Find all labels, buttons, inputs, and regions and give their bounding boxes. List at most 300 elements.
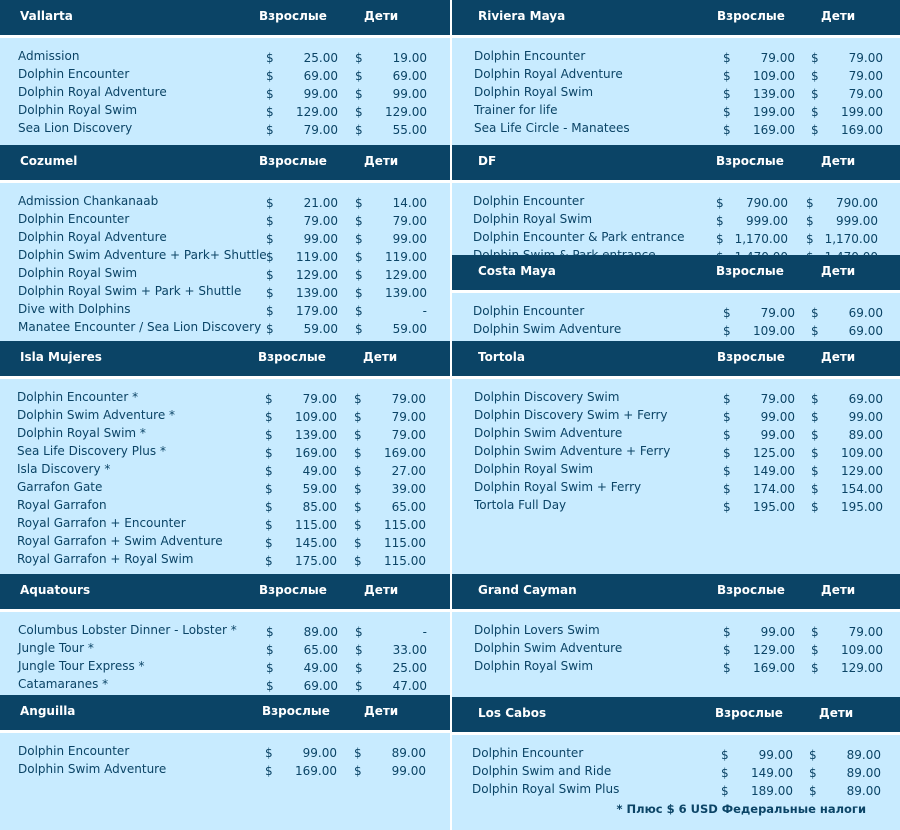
section-los-cabos bbox=[452, 697, 900, 798]
price-row bbox=[452, 320, 900, 338]
tour-name: Isla Discovery * bbox=[17, 462, 111, 476]
tour-name: Dolphin Discovery Swim + Ferry bbox=[474, 408, 668, 422]
section-header bbox=[452, 697, 900, 735]
currency-symbol: $ bbox=[265, 482, 273, 496]
currency-symbol: $ bbox=[355, 322, 363, 336]
price-amount: 129.00 bbox=[753, 643, 795, 657]
price-row bbox=[452, 621, 900, 639]
tour-name: Dolphin Swim and Ride bbox=[472, 764, 612, 778]
price-row bbox=[452, 388, 900, 406]
section-title: Cozumel bbox=[20, 154, 78, 168]
price-row bbox=[0, 101, 450, 119]
price-amount: 189.00 bbox=[751, 784, 793, 798]
price-row bbox=[452, 119, 900, 137]
currency-symbol: $ bbox=[355, 286, 363, 300]
price-amount: 109.00 bbox=[841, 446, 883, 460]
price-rows bbox=[452, 293, 900, 338]
price-amount: 129.00 bbox=[841, 661, 883, 675]
price-amount: 25.00 bbox=[392, 661, 427, 675]
price-amount: 129.00 bbox=[296, 268, 338, 282]
price-row bbox=[0, 210, 450, 228]
price-amount: 129.00 bbox=[296, 105, 338, 119]
price-amount: 49.00 bbox=[303, 661, 338, 675]
price-row bbox=[452, 657, 900, 675]
currency-symbol: $ bbox=[806, 196, 814, 210]
section-costa-maya bbox=[452, 255, 900, 338]
price-amount: 27.00 bbox=[391, 464, 426, 478]
price-amount: 99.00 bbox=[758, 748, 793, 762]
price-row bbox=[452, 496, 900, 514]
price-row bbox=[0, 406, 450, 424]
currency-symbol: $ bbox=[265, 446, 273, 460]
currency-symbol: $ bbox=[266, 196, 274, 210]
currency-symbol: $ bbox=[354, 764, 362, 778]
currency-symbol: $ bbox=[355, 643, 363, 657]
price-amount: 39.00 bbox=[391, 482, 426, 496]
tour-name: Manatee Encounter / Sea Lion Discovery bbox=[18, 320, 262, 334]
price-amount: 115.00 bbox=[384, 554, 426, 568]
currency-symbol: $ bbox=[723, 306, 731, 320]
price-amount: 89.00 bbox=[846, 766, 881, 780]
currency-symbol: $ bbox=[723, 392, 731, 406]
currency-symbol: $ bbox=[265, 428, 273, 442]
section-header bbox=[0, 574, 450, 612]
tour-name: Dolphin Encounter bbox=[18, 67, 130, 81]
currency-symbol: $ bbox=[354, 392, 362, 406]
price-row bbox=[452, 762, 900, 780]
tour-name: Trainer for life bbox=[474, 103, 558, 117]
price-row bbox=[0, 514, 450, 532]
adult-column-header: Взрослые bbox=[715, 706, 783, 720]
currency-symbol: $ bbox=[265, 536, 273, 550]
tax-footnote: * Плюс $ 6 USD Федеральные налоги bbox=[616, 802, 866, 816]
currency-symbol: $ bbox=[723, 661, 731, 675]
price-amount: 79.00 bbox=[391, 410, 426, 424]
section-header bbox=[452, 255, 900, 293]
currency-symbol: $ bbox=[811, 306, 819, 320]
price-row bbox=[452, 83, 900, 101]
price-amount: 59.00 bbox=[392, 322, 427, 336]
section-riviera-maya bbox=[452, 0, 900, 137]
price-amount: 79.00 bbox=[760, 306, 795, 320]
price-amount: 195.00 bbox=[753, 500, 795, 514]
currency-symbol: $ bbox=[811, 324, 819, 338]
currency-symbol: $ bbox=[354, 446, 362, 460]
currency-symbol: $ bbox=[266, 286, 274, 300]
price-rows bbox=[452, 612, 900, 675]
price-row bbox=[0, 264, 450, 282]
section-title: Riviera Maya bbox=[478, 9, 566, 23]
price-row bbox=[452, 460, 900, 478]
currency-symbol: $ bbox=[355, 51, 363, 65]
currency-symbol: $ bbox=[716, 232, 724, 246]
price-amount: 79.00 bbox=[303, 214, 338, 228]
price-amount: 79.00 bbox=[392, 214, 427, 228]
adult-column-header: Взрослые bbox=[716, 264, 784, 278]
price-row bbox=[0, 478, 450, 496]
currency-symbol: $ bbox=[806, 214, 814, 228]
price-amount: 65.00 bbox=[303, 643, 338, 657]
tour-name: Dolphin Royal Swim + Park + Shuttle bbox=[18, 284, 242, 298]
section-anguilla bbox=[0, 695, 450, 778]
price-amount: 69.00 bbox=[848, 392, 883, 406]
price-row bbox=[452, 228, 900, 246]
price-amount: 79.00 bbox=[760, 392, 795, 406]
currency-symbol: $ bbox=[723, 51, 731, 65]
price-amount: 89.00 bbox=[848, 428, 883, 442]
price-row bbox=[452, 424, 900, 442]
tour-name: Sea Life Discovery Plus * bbox=[17, 444, 166, 458]
tour-name: Dolphin Royal Swim bbox=[18, 266, 138, 280]
price-amount: 99.00 bbox=[303, 232, 338, 246]
currency-symbol: $ bbox=[266, 87, 274, 101]
currency-symbol: $ bbox=[809, 784, 817, 798]
currency-symbol: $ bbox=[811, 87, 819, 101]
child-column-header: Дети bbox=[821, 154, 856, 168]
price-rows bbox=[452, 379, 900, 514]
price-amount: 47.00 bbox=[392, 679, 427, 693]
price-amount: 169.00 bbox=[753, 661, 795, 675]
price-row bbox=[0, 282, 450, 300]
price-amount: 55.00 bbox=[392, 123, 427, 137]
price-amount: 79.00 bbox=[848, 87, 883, 101]
tour-name: Dolphin Encounter bbox=[474, 49, 586, 63]
price-row bbox=[0, 388, 450, 406]
tour-name: Dolphin Swim Adventure bbox=[474, 641, 623, 655]
currency-symbol: $ bbox=[355, 105, 363, 119]
price-row bbox=[0, 621, 450, 639]
currency-symbol: $ bbox=[266, 625, 274, 639]
price-rows bbox=[0, 612, 450, 693]
price-amount: 139.00 bbox=[295, 428, 337, 442]
price-amount: 79.00 bbox=[848, 69, 883, 83]
currency-symbol: $ bbox=[266, 250, 274, 264]
currency-symbol: $ bbox=[354, 410, 362, 424]
price-amount: 179.00 bbox=[296, 304, 338, 318]
price-row bbox=[0, 532, 450, 550]
price-row bbox=[452, 65, 900, 83]
price-row bbox=[452, 478, 900, 496]
price-amount: 19.00 bbox=[392, 51, 427, 65]
tour-name: Admission bbox=[18, 49, 80, 63]
tour-name: Catamaranes * bbox=[18, 677, 109, 691]
currency-symbol: $ bbox=[716, 196, 724, 210]
child-column-header: Дети bbox=[364, 9, 399, 23]
price-row bbox=[0, 424, 450, 442]
adult-column-header: Взрослые bbox=[259, 583, 327, 597]
currency-symbol: $ bbox=[355, 304, 363, 318]
price-rows bbox=[452, 735, 900, 798]
tour-name: Dolphin Discovery Swim bbox=[474, 390, 620, 404]
child-column-header: Дети bbox=[363, 350, 398, 364]
currency-symbol: $ bbox=[354, 554, 362, 568]
price-row bbox=[452, 192, 900, 210]
currency-symbol: $ bbox=[265, 500, 273, 514]
price-row bbox=[452, 744, 900, 762]
price-amount: 99.00 bbox=[760, 428, 795, 442]
currency-symbol: $ bbox=[723, 123, 731, 137]
tour-name: Dolphin Royal Adventure bbox=[18, 85, 167, 99]
tour-name: Sea Life Circle - Manatees bbox=[474, 121, 630, 135]
price-rows bbox=[452, 183, 900, 264]
section-isla-mujeres bbox=[0, 341, 450, 568]
section-title: Aquatours bbox=[20, 583, 91, 597]
tour-name: Dolphin Lovers Swim bbox=[474, 623, 600, 637]
currency-symbol: $ bbox=[265, 392, 273, 406]
currency-symbol: $ bbox=[809, 766, 817, 780]
currency-symbol: $ bbox=[811, 105, 819, 119]
currency-symbol: $ bbox=[355, 214, 363, 228]
tour-name: Dive with Dolphins bbox=[18, 302, 131, 316]
currency-symbol: $ bbox=[265, 518, 273, 532]
price-amount: 99.00 bbox=[392, 232, 427, 246]
currency-symbol: $ bbox=[265, 464, 273, 478]
price-amount: 195.00 bbox=[841, 500, 883, 514]
price-amount: 99.00 bbox=[392, 87, 427, 101]
price-amount: 199.00 bbox=[841, 105, 883, 119]
price-amount: 79.00 bbox=[302, 392, 337, 406]
price-row bbox=[0, 300, 450, 318]
price-row bbox=[0, 760, 450, 778]
tour-name: Royal Garrafon + Royal Swim bbox=[17, 552, 194, 566]
tour-name: Jungle Tour Express * bbox=[18, 659, 145, 673]
currency-symbol: $ bbox=[266, 105, 274, 119]
currency-symbol: $ bbox=[266, 643, 274, 657]
price-amount: 199.00 bbox=[753, 105, 795, 119]
tour-name: Dolphin Royal Swim bbox=[18, 103, 138, 117]
price-amount: 89.00 bbox=[391, 746, 426, 760]
price-row bbox=[0, 639, 450, 657]
price-amount: 69.00 bbox=[848, 306, 883, 320]
price-amount: 99.00 bbox=[848, 410, 883, 424]
tour-name: Garrafon Gate bbox=[17, 480, 103, 494]
section-header bbox=[0, 341, 450, 379]
currency-symbol: $ bbox=[265, 746, 273, 760]
price-amount: 174.00 bbox=[753, 482, 795, 496]
section-header bbox=[452, 145, 900, 183]
price-amount: 99.00 bbox=[302, 746, 337, 760]
tour-name: Dolphin Encounter & Park entrance bbox=[473, 230, 685, 244]
price-amount: 149.00 bbox=[751, 766, 793, 780]
price-amount: 129.00 bbox=[385, 105, 427, 119]
price-row bbox=[0, 550, 450, 568]
price-row bbox=[452, 101, 900, 119]
child-column-header: Дети bbox=[821, 264, 856, 278]
adult-column-header: Взрослые bbox=[716, 154, 784, 168]
currency-symbol: $ bbox=[266, 661, 274, 675]
adult-column-header: Взрослые bbox=[258, 350, 326, 364]
currency-symbol: $ bbox=[806, 232, 814, 246]
currency-symbol: $ bbox=[355, 123, 363, 137]
tour-name: Jungle Tour * bbox=[18, 641, 94, 655]
price-row bbox=[0, 496, 450, 514]
price-amount: 79.00 bbox=[391, 392, 426, 406]
tour-name: Dolphin Royal Swim Plus bbox=[472, 782, 620, 796]
currency-symbol: $ bbox=[811, 51, 819, 65]
section-title: Grand Cayman bbox=[478, 583, 577, 597]
currency-symbol: $ bbox=[354, 428, 362, 442]
currency-symbol: $ bbox=[265, 554, 273, 568]
section-vallarta bbox=[0, 0, 450, 137]
currency-symbol: $ bbox=[811, 446, 819, 460]
price-amount: 69.00 bbox=[303, 679, 338, 693]
price-rows bbox=[0, 38, 450, 137]
currency-symbol: $ bbox=[811, 410, 819, 424]
currency-symbol: $ bbox=[811, 500, 819, 514]
tour-name: Dolphin Encounter bbox=[473, 304, 585, 318]
currency-symbol: $ bbox=[723, 625, 731, 639]
section-title: Anguilla bbox=[20, 704, 76, 718]
currency-symbol: $ bbox=[721, 748, 729, 762]
price-amount: 69.00 bbox=[392, 69, 427, 83]
price-amount: 49.00 bbox=[302, 464, 337, 478]
price-amount: 169.00 bbox=[295, 764, 337, 778]
tour-name: Dolphin Royal Swim * bbox=[17, 426, 146, 440]
currency-symbol: $ bbox=[716, 214, 724, 228]
price-row bbox=[0, 318, 450, 336]
currency-symbol: $ bbox=[266, 304, 274, 318]
currency-symbol: $ bbox=[355, 196, 363, 210]
tour-name: Admission Chankanaab bbox=[18, 194, 159, 208]
currency-symbol: $ bbox=[723, 87, 731, 101]
currency-symbol: $ bbox=[266, 679, 274, 693]
child-column-header: Дети bbox=[821, 583, 856, 597]
currency-symbol: $ bbox=[355, 69, 363, 83]
currency-symbol: $ bbox=[723, 446, 731, 460]
section-grand-cayman bbox=[452, 574, 900, 675]
price-amount: 25.00 bbox=[303, 51, 338, 65]
currency-symbol: $ bbox=[355, 87, 363, 101]
currency-symbol: $ bbox=[266, 214, 274, 228]
section-df bbox=[452, 145, 900, 264]
adult-column-header: Взрослые bbox=[259, 154, 327, 168]
price-amount: 115.00 bbox=[384, 536, 426, 550]
price-amount: 99.00 bbox=[760, 410, 795, 424]
currency-symbol: $ bbox=[811, 625, 819, 639]
price-amount: 79.00 bbox=[391, 428, 426, 442]
adult-column-header: Взрослые bbox=[717, 350, 785, 364]
currency-symbol: $ bbox=[811, 123, 819, 137]
currency-symbol: $ bbox=[723, 69, 731, 83]
section-title: Tortola bbox=[478, 350, 525, 364]
price-amount: 33.00 bbox=[392, 643, 427, 657]
price-amount: 115.00 bbox=[295, 518, 337, 532]
price-amount: 69.00 bbox=[303, 69, 338, 83]
price-row bbox=[0, 742, 450, 760]
price-amount: 99.00 bbox=[303, 87, 338, 101]
currency-symbol: $ bbox=[811, 428, 819, 442]
price-row bbox=[452, 639, 900, 657]
section-header bbox=[0, 695, 450, 733]
currency-symbol: $ bbox=[809, 748, 817, 762]
currency-symbol: $ bbox=[723, 428, 731, 442]
currency-symbol: $ bbox=[265, 764, 273, 778]
price-row bbox=[0, 246, 450, 264]
currency-symbol: $ bbox=[723, 105, 731, 119]
price-amount: 169.00 bbox=[295, 446, 337, 460]
tour-name: Sea Lion Discovery bbox=[18, 121, 133, 135]
price-amount: 139.00 bbox=[296, 286, 338, 300]
price-row bbox=[452, 442, 900, 460]
tour-name: Dolphin Royal Swim bbox=[474, 462, 594, 476]
child-column-header: Дети bbox=[364, 154, 399, 168]
currency-symbol: $ bbox=[723, 482, 731, 496]
currency-symbol: $ bbox=[355, 250, 363, 264]
section-title: Los Cabos bbox=[478, 706, 547, 720]
price-amount: 169.00 bbox=[384, 446, 426, 460]
currency-symbol: $ bbox=[355, 679, 363, 693]
price-rows bbox=[0, 733, 450, 778]
child-column-header: Дети bbox=[821, 9, 856, 23]
child-column-header: Дети bbox=[364, 583, 399, 597]
section-cozumel bbox=[0, 145, 450, 336]
price-amount: 79.00 bbox=[303, 123, 338, 137]
tour-name: Dolphin Encounter bbox=[18, 212, 130, 226]
section-header bbox=[452, 0, 900, 38]
price-amount: 89.00 bbox=[303, 625, 338, 639]
adult-column-header: Взрослые bbox=[262, 704, 330, 718]
tour-name: Dolphin Royal Adventure bbox=[474, 67, 623, 81]
price-amount: 109.00 bbox=[753, 69, 795, 83]
price-amount: 139.00 bbox=[753, 87, 795, 101]
tour-name: Dolphin Royal Swim bbox=[473, 212, 593, 226]
price-amount: 169.00 bbox=[841, 123, 883, 137]
tour-name: Columbus Lobster Dinner - Lobster * bbox=[18, 623, 237, 637]
price-row bbox=[0, 65, 450, 83]
price-row bbox=[0, 228, 450, 246]
tour-name: Dolphin Swim Adventure bbox=[18, 762, 167, 776]
price-amount: - bbox=[422, 304, 427, 318]
price-row bbox=[0, 83, 450, 101]
currency-symbol: $ bbox=[811, 661, 819, 675]
child-column-header: Дети bbox=[819, 706, 854, 720]
section-aquatours bbox=[0, 574, 450, 693]
price-amount: 79.00 bbox=[848, 625, 883, 639]
price-amount: 109.00 bbox=[841, 643, 883, 657]
price-amount: 89.00 bbox=[846, 784, 881, 798]
section-header bbox=[452, 574, 900, 612]
section-title: Costa Maya bbox=[478, 264, 556, 278]
currency-symbol: $ bbox=[723, 464, 731, 478]
currency-symbol: $ bbox=[811, 464, 819, 478]
currency-symbol: $ bbox=[266, 69, 274, 83]
section-title: Isla Mujeres bbox=[20, 350, 102, 364]
section-tortola bbox=[452, 341, 900, 514]
price-row bbox=[0, 47, 450, 65]
price-row bbox=[0, 192, 450, 210]
price-row bbox=[0, 460, 450, 478]
adult-column-header: Взрослые bbox=[717, 583, 785, 597]
price-amount: 1,170.00 bbox=[734, 232, 788, 246]
price-amount: 21.00 bbox=[303, 196, 338, 210]
price-row bbox=[0, 657, 450, 675]
price-row bbox=[452, 780, 900, 798]
currency-symbol: $ bbox=[266, 322, 274, 336]
currency-symbol: $ bbox=[354, 536, 362, 550]
adult-column-header: Взрослые bbox=[259, 9, 327, 23]
tour-name: Dolphin Swim Adventure * bbox=[17, 408, 176, 422]
price-amount: 149.00 bbox=[753, 464, 795, 478]
section-title: Vallarta bbox=[20, 9, 73, 23]
currency-symbol: $ bbox=[354, 518, 362, 532]
price-amount: 59.00 bbox=[302, 482, 337, 496]
tour-name: Dolphin Swim Adventure + Ferry bbox=[474, 444, 671, 458]
currency-symbol: $ bbox=[723, 410, 731, 424]
currency-symbol: $ bbox=[723, 500, 731, 514]
tour-name: Dolphin Encounter bbox=[18, 744, 130, 758]
price-row bbox=[452, 302, 900, 320]
currency-symbol: $ bbox=[266, 268, 274, 282]
